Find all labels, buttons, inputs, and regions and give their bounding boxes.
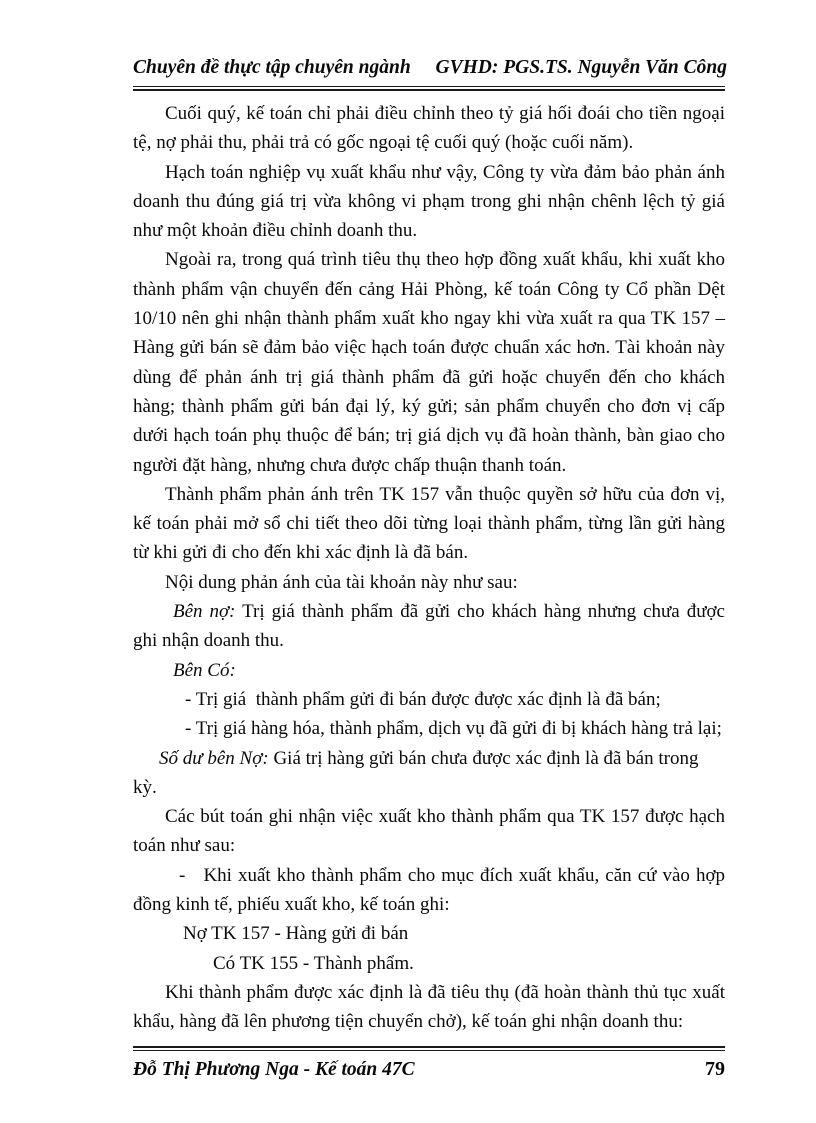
page-header [133,57,727,79]
header-advisor: GVHD: PGS.TS. Nguyễn Văn Công [435,57,727,78]
entry-credit-tk155: Có TK 155 - Thành phẩm. [213,952,414,974]
page-content [133,99,725,1037]
credit-side-label: Bên Có: [173,659,236,681]
page-number: 79 [705,1058,725,1080]
header-rule [133,86,725,91]
para-tk157-suggestion: Ngoài ra, trong quá trình tiêu thụ theo hợp đồng xuất khẩu, khi xuất kho thành phẩm vận chuyển đến cảng Hải Phòng, kế toán Công ty Cổ phần Dệt 10/10 nên ghi nhận thành phẩm xuất kho ngay khi vừa xuất ra qua TK 157 – Hàng gửi bán sẽ đảm bảo việc hạch toán được chuẩn xác hơn. Tài khoản này dùng để phản ánh trị giá thành phẩm đã gửi hoặc chuyển đến cho khách hàng; thành phẩm gửi bán đại lý, ký gửi; sản phẩm chuyển cho đơn vị cấp dưới hạch toán phụ thuộc để bán; trị giá dịch vụ đã hoàn thành, bàn giao cho người đặt hàng, nhưng chưa được chấp thuận thanh toán. [133,249,725,476]
para-revenue-recognition: Khi thành phẩm được xác định là đã tiêu thụ (đã hoàn thành thủ tục xuất khẩu, hàng đã lên phương tiện chuyển chở), kế toán ghi nhận doanh thu: [133,981,725,1033]
debit-side-label: Bên nợ: [173,601,236,623]
para-account-content-intro: Nội dung phản ánh của tài khoản này như sau: [165,571,518,593]
debit-side-text: Trị giá thành phẩm đã gửi cho khách hàng nhưng chưa được ghi nhận doanh thu. [133,601,725,652]
para-debit-side [133,597,725,656]
para-credit-side-label [133,656,725,685]
footer-author: Đỗ Thị Phương Nga - Kế toán 47C [133,1059,415,1080]
debit-balance-label: Số dư bên Nợ: [159,747,269,769]
footer-rule [133,1046,725,1051]
para-exchange-adjustment: Cuối quý, kế toán chỉ phải điều chỉnh theo tỷ giá hối đoái cho tiền ngoại tệ, nợ phải thu, phải trả có gốc ngoại tệ cuối quý (hoặc cuối năm). [133,103,725,154]
bullet-credit-item-1: - Trị giá thành phẩm gửi đi bán được được xác định là đã bán; [185,688,661,710]
para-export-accounting: Hạch toán nghiệp vụ xuất khẩu như vậy, Công ty vừa đảm bảo phản ánh doanh thu đúng giá trị vừa không vi phạm trong ghi nhận chênh lệch tỷ giá như một khoản điều chỉnh doanh thu. [133,161,725,242]
entry-debit-tk157: Nợ TK 157 - Hàng gửi đi bán [183,923,409,945]
page-footer [133,1058,725,1081]
debit-balance-text: Giá trị hàng gửi bán chưa được xác định là đã bán trong kỳ. [133,747,699,798]
bullet-credit-item-2: - Trị giá hàng hóa, thành phẩm, dịch vụ đã gửi đi bị khách hàng trả lại; [185,718,722,740]
para-tk157-ownership: Thành phẩm phản ánh trên TK 157 vẫn thuộc quyền sở hữu của đơn vị, kế toán phải mở sổ chi tiết theo dõi từng loại thành phẩm, từng lần gửi hàng từ khi gửi đi cho đến khi xác định là đã bán. [133,483,725,564]
para-debit-balance [133,744,725,803]
header-course-title: Chuyên đề thực tập chuyên ngành [133,57,411,78]
bullet-export-entry: - Khi xuất kho thành phẩm cho mục đích xuất khẩu, căn cứ vào hợp đồng kinh tế, phiếu xuất kho, kế toán ghi: [133,864,725,916]
para-journal-entries-intro: Các bút toán ghi nhận việc xuất kho thành phẩm qua TK 157 được hạch toán như sau: [133,806,725,857]
